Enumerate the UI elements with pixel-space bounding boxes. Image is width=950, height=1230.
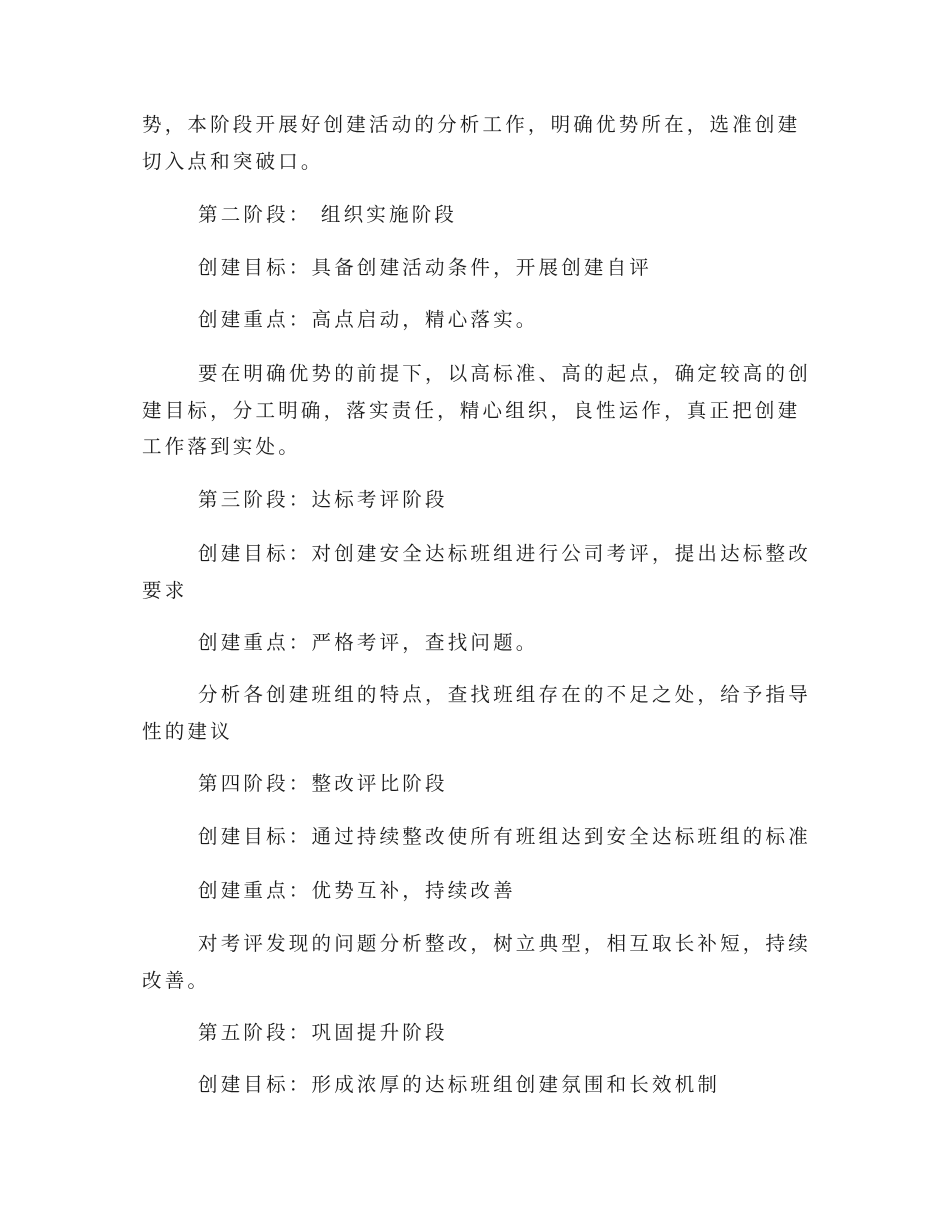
heading-stage-two: 第二阶段： 组织实施阶段 bbox=[198, 203, 458, 226]
heading-stage-three: 第三阶段：达标考评阶段 bbox=[198, 488, 448, 511]
paragraph-stage-five-goal: 创建目标：形成浓厚的达标班组创建氛围和长效机制 bbox=[198, 1073, 721, 1096]
paragraph-stage-four-goal: 创建目标：通过持续整改使所有班组达到安全达标班组的标准 bbox=[198, 825, 811, 848]
paragraph-stage-four-detail: 对考评发现的问题分析整改，树立典型，相互取长补短，持续改善。 bbox=[142, 932, 811, 992]
paragraph-stage-two-focus: 创建重点：高点启动，精心落实。 bbox=[198, 308, 539, 331]
heading-stage-five: 第五阶段：巩固提升阶段 bbox=[198, 1021, 448, 1044]
paragraph-stage-three-goal: 创建目标：对创建安全达标班组进行公司考评，提出达标整改要求 bbox=[142, 542, 811, 602]
paragraph-stage-two-detail: 要在明确优势的前提下，以高标准、高的起点，确定较高的创建目标，分工明确，落实责任，精心组织，良性运作，真正把创建工作落到实处。 bbox=[142, 362, 811, 458]
paragraph-stage-four-focus: 创建重点：优势互补，持续改善 bbox=[198, 879, 516, 902]
paragraph-stage-three-detail: 分析各创建班组的特点，查找班组存在的不足之处，给予指导性的建议 bbox=[142, 683, 811, 743]
paragraph-stage-three-focus: 创建重点：严格考评，查找问题。 bbox=[198, 631, 539, 654]
heading-stage-four: 第四阶段：整改评比阶段 bbox=[198, 772, 448, 795]
paragraph-stage-two-goal: 创建目标：具备创建活动条件，开展创建自评 bbox=[198, 256, 653, 279]
paragraph-analysis-continuation: 势，本阶段开展好创建活动的分析工作，明确优势所在，选准创建切入点和突破口。 bbox=[142, 113, 801, 173]
